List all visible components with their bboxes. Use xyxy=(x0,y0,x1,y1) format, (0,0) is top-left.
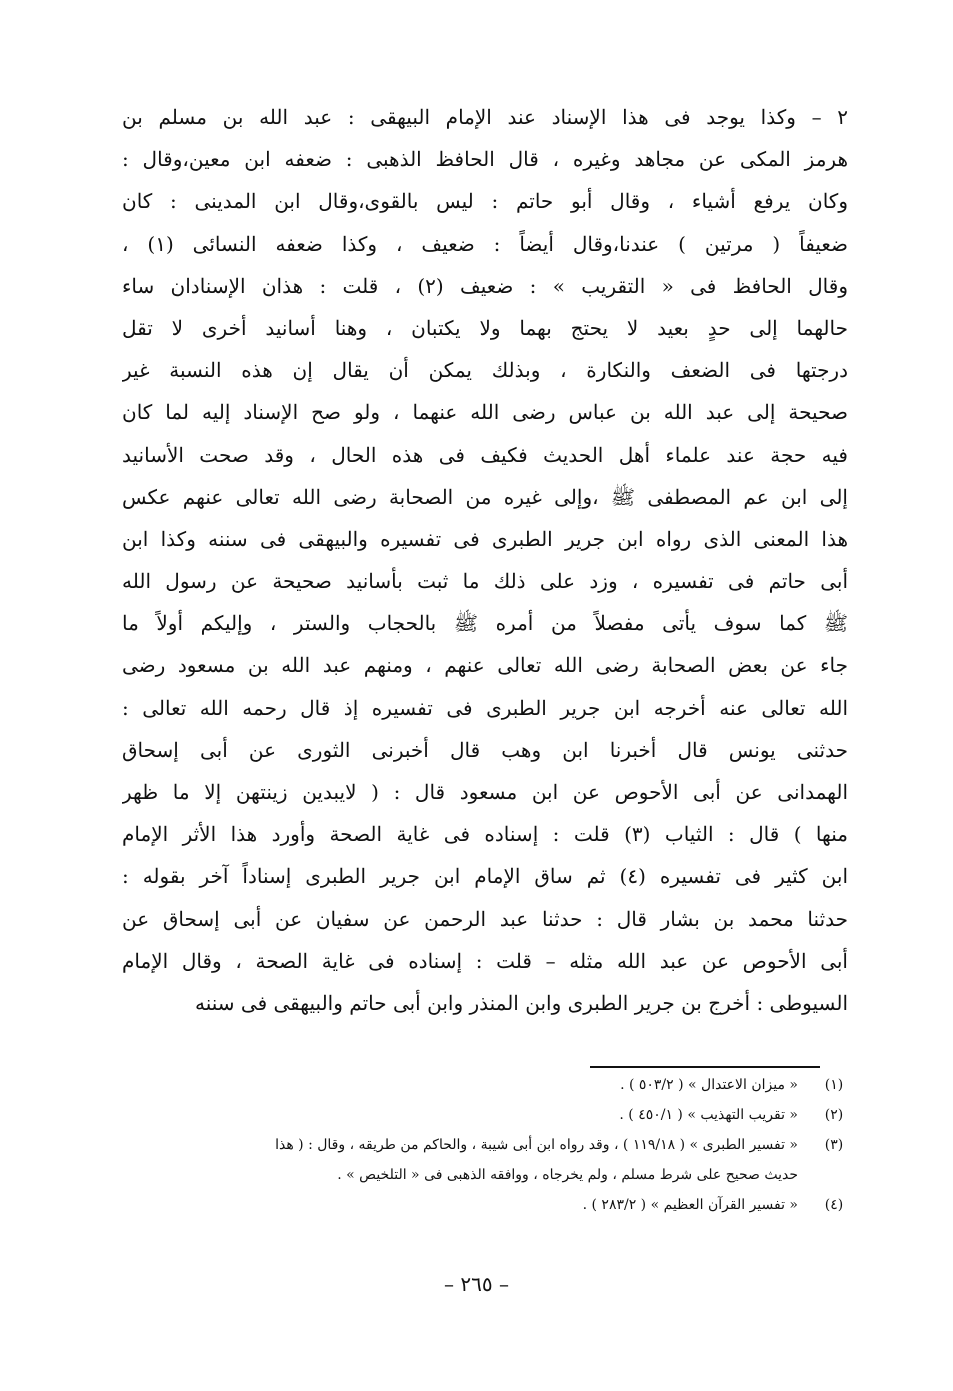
footnote-text: « ميزان الاعتدال » ( ٥٠٣/٢ ) . xyxy=(620,1077,798,1093)
text-line-8: صحيحة إلى عبد الله بن عباس رضى الله عنهما ، ولو صح الإسناد إليه لما كان xyxy=(122,400,848,425)
text-line-18: منها ) قال : الثياب (٣) قلت : إسناده فى غاية الصحة وأورد هذا الأثر الإمام xyxy=(122,822,848,847)
text-line-19: ابن كثير فى تفسيره (٤) ثم ساق الإمام ابن جرير الطبرى إسناداً آخر بقوله : xyxy=(122,864,848,889)
text-line-15: الله تعالى عنه أخرجه ابن جرير الطبرى فى تفسيره إذ قال رحمه الله تعالى : xyxy=(122,695,848,720)
text-line-16: حدثنى يونس قال أخبرنا ابن وهب قال أخبرنى الثورى عن أبى إسحاق xyxy=(122,737,848,762)
footnote-text: « تفسير القرآن العظيم » ( ٢٨٣/٢ ) . xyxy=(582,1197,798,1213)
main-text xyxy=(122,96,848,1024)
footnote-number: (٤) xyxy=(824,1197,844,1213)
text-line-5: وقال الحافظ فى « التقريب » : ضعيف (٢) ، قلت : هذان الإسنادان ساء xyxy=(122,273,848,298)
footnote-text: « تفسير الطبرى » ( ١١٩/١٨ ) ، وقد رواه ابن أبى شيبة ، والحاكم من طريقه ، وقال : ( هذا xyxy=(275,1137,798,1153)
footnote-number: (١) xyxy=(824,1077,844,1093)
footnote-number: (٢) xyxy=(824,1107,844,1123)
text-line-17: الهمدانى عن أبى الأحوص عن ابن مسعود قال : ( لايبدين زينتهن إلا ما ظهر xyxy=(122,780,848,804)
footnote-4 xyxy=(130,1190,850,1220)
text-line-10: إلى ابن عم المصطفى ﷺ ،وإلى غيره من الصحابة رضى الله تعالى عنهم عكس xyxy=(122,484,848,509)
text-line-11: هذا المعنى الذى رواه ابن جرير الطبرى فى تفسيره والبيهقى فى سننه وكذا ابن xyxy=(122,526,848,551)
text-line-9: فيه حجة عند علماء أهل الحديث فكيف فى هذه الحال ، وقد صحت الأسانيد xyxy=(122,442,848,467)
footnote-separator xyxy=(590,1066,820,1068)
text-line-14: جاء عن بعض الصحابة رضى الله تعالى عنهم ، ومنهم عبد الله بن مسعود رضى xyxy=(122,653,848,678)
text-line-4: ضعيفاً ( مرتين ) عندنا،وقال أيضاً : ضعيف ، وكذا ضعفه النسائى (١) ، xyxy=(122,231,848,256)
text-line-7: درجتها فى الضعف والنكارة ، وبذلك يمكن أن يقال إن هذه النسبة غير xyxy=(122,358,848,383)
text-line-21: أبى الأحوص عن عبد الله مثله – قلت : إسناده فى غاية الصحة ، وقال الإمام xyxy=(122,948,848,973)
footnote-3 xyxy=(130,1130,850,1190)
text-line-1: ٢ – وكذا يوجد فى هذا الإسناد عند الإمام البيهقى : عبد الله بن مسلم بن xyxy=(122,105,848,129)
text-line-13: ﷺ كما سوف يأتى مفصلاً من أمره ﷺ بالحجاب والستر ، وإليكم أولاً ما xyxy=(122,611,848,636)
footnote-2 xyxy=(130,1100,850,1130)
footnotes xyxy=(130,1070,850,1220)
text-line-12: أبى حاتم فى تفسيره ، وزد على ذلك ما ثبت بأسانيد صحيحة عن رسول الله xyxy=(122,569,848,594)
text-line-2: هرمز المكى عن مجاهد وغيره ، قال الحافظ الذهبى : ضعفه ابن معين،وقال : xyxy=(122,147,848,172)
footnote-text-continued: حديث صحيح على شرط مسلم ، ولم يخرجاه ، ووافقه الذهبى فى « التلخيص » . xyxy=(337,1167,798,1183)
text-line-22: السيوطى : أخرج بن جرير الطبرى وابن المنذر وابن أبى حاتم والبيهقى فى سننه xyxy=(195,990,848,1015)
footnote-1 xyxy=(130,1070,850,1100)
page-number: – ٢٦٥ – xyxy=(444,1272,509,1296)
footnote-number: (٣) xyxy=(824,1137,844,1153)
text-line-20: حدثنا محمد بن بشار قال : حدثنا عبد الرحمن عن سفيان عن أبى إسحاق عن xyxy=(122,906,848,931)
footnote-text: « تقريب التهذيب » ( ٤٥٠/١ ) . xyxy=(619,1107,798,1123)
text-line-6: حالهما إلى حدٍ بعيد لا يحتج بهما ولا يكتبان ، وهنا أسانيد أخرى لا تقل xyxy=(122,315,848,340)
text-line-3: وكان يرفع أشياء ، وقال أبو حاتم : ليس بالقوى،وقال ابن المدينى : كان xyxy=(122,189,848,214)
